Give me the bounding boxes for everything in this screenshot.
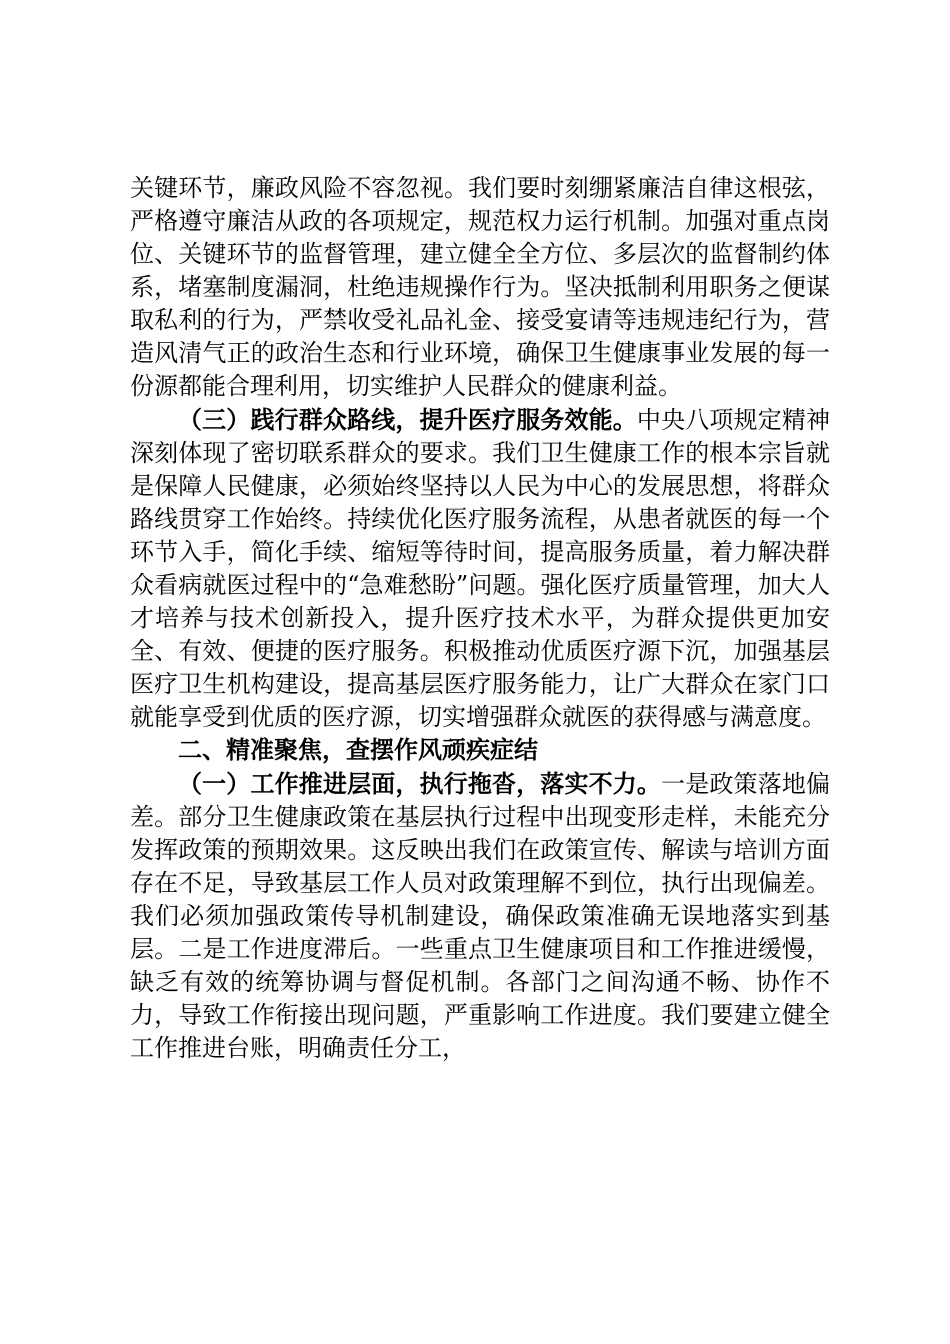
subsection-body-3: 中央八项规定精神深刻体现了密切联系群众的要求。我们卫生健康工作的根本宗旨就是保障人民健康，必须始终坚持以人民为中心的发展思想，将群众路线贯穿工作始终。持续优化医疗服务流程，从患者就医的每一个环节入手，简化手续、缩短等待时间，提高服务质量，着力解决群众看病就医过程中的“急难愁盼”问题。强化医疗质量管理，加大人才培养与技术创新投入，提升医疗技术水平，为群众提供更加安全、有效、便捷的医疗服务。积极推动优质医疗源下沉，加强基层医疗卫生机构建设，提高基层医疗服务能力，让广大群众在家门口就能享受到优质的医疗源，切实增强群众就医的获得感与满意度。 (130, 406, 830, 731)
paragraph-work-progress (130, 767, 830, 1065)
section-heading-2: 二、精准聚焦，查摆作风顽疾症结 (178, 736, 538, 764)
paragraph-mass-line (130, 403, 830, 734)
document-body (130, 172, 830, 1065)
subsection-heading-1: （一）工作推进层面，执行拖沓，落实不力。 (178, 769, 662, 798)
paragraph-integrity-continued: 关键环节，廉政风险不容忽视。我们要时刻绷紧廉洁自律这根弦，严格遵守廉洁从政的各项规定，规范权力运行机制。加强对重点岗位、关键环节的监督管理，建立健全全方位、多层次的监督制约体系，堵塞制度漏洞，杜绝违规操作行为。坚决抵制利用职务之便谋取私利的行为，严禁收受礼品礼金、接受宴请等违规违纪行为，营造风清气正的政治生态和行业环境，确保卫生健康事业发展的每一份源都能合理利用，切实维护人民群众的健康利益。 (130, 174, 830, 400)
subsection-body-1: 一是政策落地偏差。部分卫生健康政策在基层执行过程中出现变形走样，未能充分发挥政策的预期效果。这反映出我们在政策宣传、解读与培训方面存在不足，导致基层工作人员对政策理解不到位，执行出现偏差。我们必须加强政策传导机制建设，确保政策准确无误地落实到基层。二是工作进度滞后。一些重点卫生健康项目和工作推进缓慢，缺乏有效的统筹协调与督促机制。各部门之间沟通不畅、协作不力，导致工作衔接出现问题，严重影响工作进度。我们要建立健全工作推进台账，明确责任分工， (130, 770, 831, 1062)
subsection-heading-3: （三）践行群众路线，提升医疗服务效能。 (178, 405, 637, 434)
